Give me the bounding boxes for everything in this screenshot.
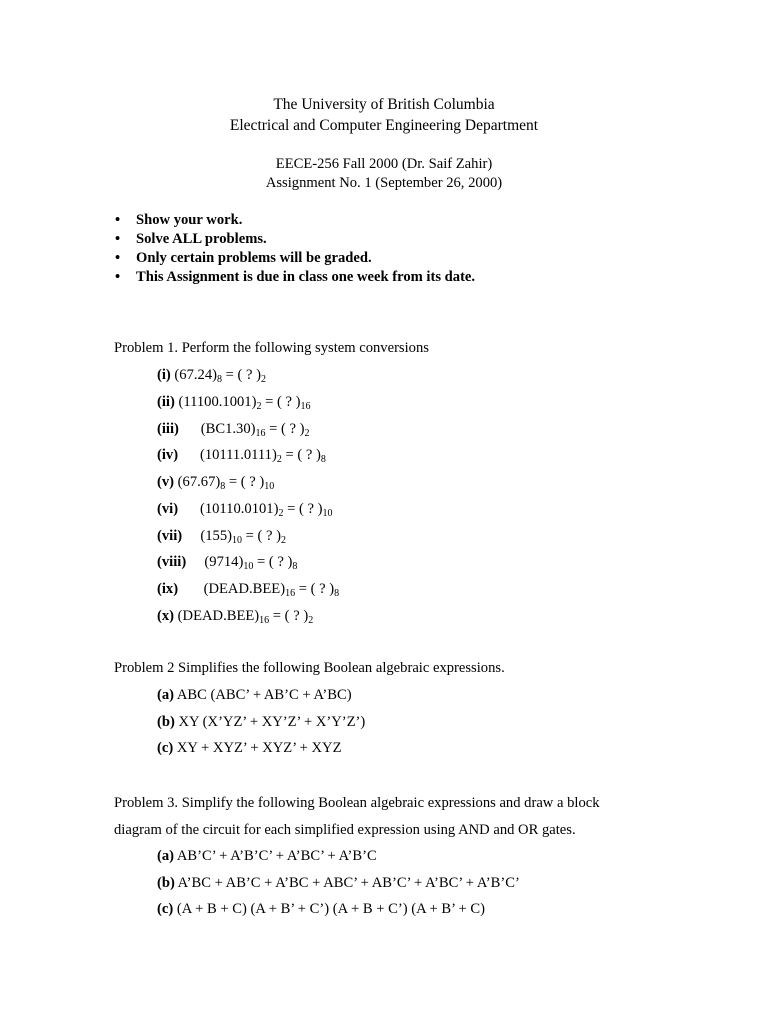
problem3-heading-continued: diagram of the circuit for each simplified expression using AND and OR gates. <box>114 822 576 838</box>
assignment-line: Assignment No. 1 (September 26, 2000) <box>265 175 503 191</box>
bullet-icon: • <box>115 250 121 266</box>
course-line: EECE-256 Fall 2000 (Dr. Saif Zahir) <box>275 156 493 172</box>
problem1-item: (i) $(67.24)_8$ = ( ? )$_2$ <box>157 367 267 385</box>
problem1-item: (ix) $(DEAD.BEE)_{16}$ = ( ? )$_8$ <box>157 581 340 599</box>
instruction-item: • This Assignment is due in class one week from its date. <box>115 269 476 285</box>
department-name: Electrical and Computer Engineering Department <box>229 117 539 134</box>
problem1-item: (vii) $(155)_{10}$ = ( ? )$_2$ <box>157 528 287 546</box>
bullet-icon: • <box>115 269 121 285</box>
instruction-item: • Solve ALL problems. <box>115 231 267 247</box>
instruction-item: • Show your work. <box>115 212 243 228</box>
problem2-item: (c) XY + XYZ’ + XYZ’ + XYZ <box>157 740 342 756</box>
problem3-item: (b) A’BC + AB’C + A’BC + ABC’ + AB’C’ + A’BC’ + A’B’C’ <box>157 875 520 891</box>
problem2-heading: Problem 2 Simplifies the following Boolean algebraic expressions. <box>114 660 505 676</box>
problem1-heading: Problem 1. Perform the following system conversions <box>114 340 429 356</box>
instruction-item: • Only certain problems will be graded. <box>115 250 372 266</box>
problem1-item: (v) $(67.67)_8$ = ( ? )$_{10}$ <box>157 474 275 492</box>
problem2-item: (b) XY (X’YZ’ + XY’Z’ + X’Y’Z’) <box>157 714 366 730</box>
problem2-item: (a) ABC (ABC’ + AB’C + A’BC) <box>157 687 352 703</box>
problem1-item: (ii) $(11100.1001)_2$ = ( ? )$_{16}$ <box>157 394 311 412</box>
problem1-item: (iv) $(10111.0111)_2$ = ( ? )$_8$ <box>157 447 326 465</box>
problem1-item: (iii) $(BC1.30)_{16}$ = ( ? )$_2$ <box>157 421 310 439</box>
university-name: The University of British Columbia <box>273 96 495 113</box>
bullet-icon: • <box>115 212 121 228</box>
problem1-item: (vi) $(10110.0101)_2$ = ( ? )$_{10}$ <box>157 501 333 519</box>
instructions-list <box>115 211 475 287</box>
problem3-heading: Problem 3. Simplify the following Boolean algebraic expressions and draw a block <box>114 795 600 811</box>
problem1-item: (viii) $(9714)_{10}$ = ( ? )$_8$ <box>157 554 298 572</box>
problem1-item: (x) $(DEAD.BEE)_{16}$ = ( ? )$_2$ <box>157 608 314 626</box>
problem3-item: (a) AB’C’ + A’B’C’ + A’BC’ + A’B’C <box>157 848 377 864</box>
bullet-icon: • <box>115 231 121 247</box>
problem3-item: (c) (A + B + C) (A + B’ + C’) (A + B + C’) (A + B’ + C) <box>157 901 485 917</box>
